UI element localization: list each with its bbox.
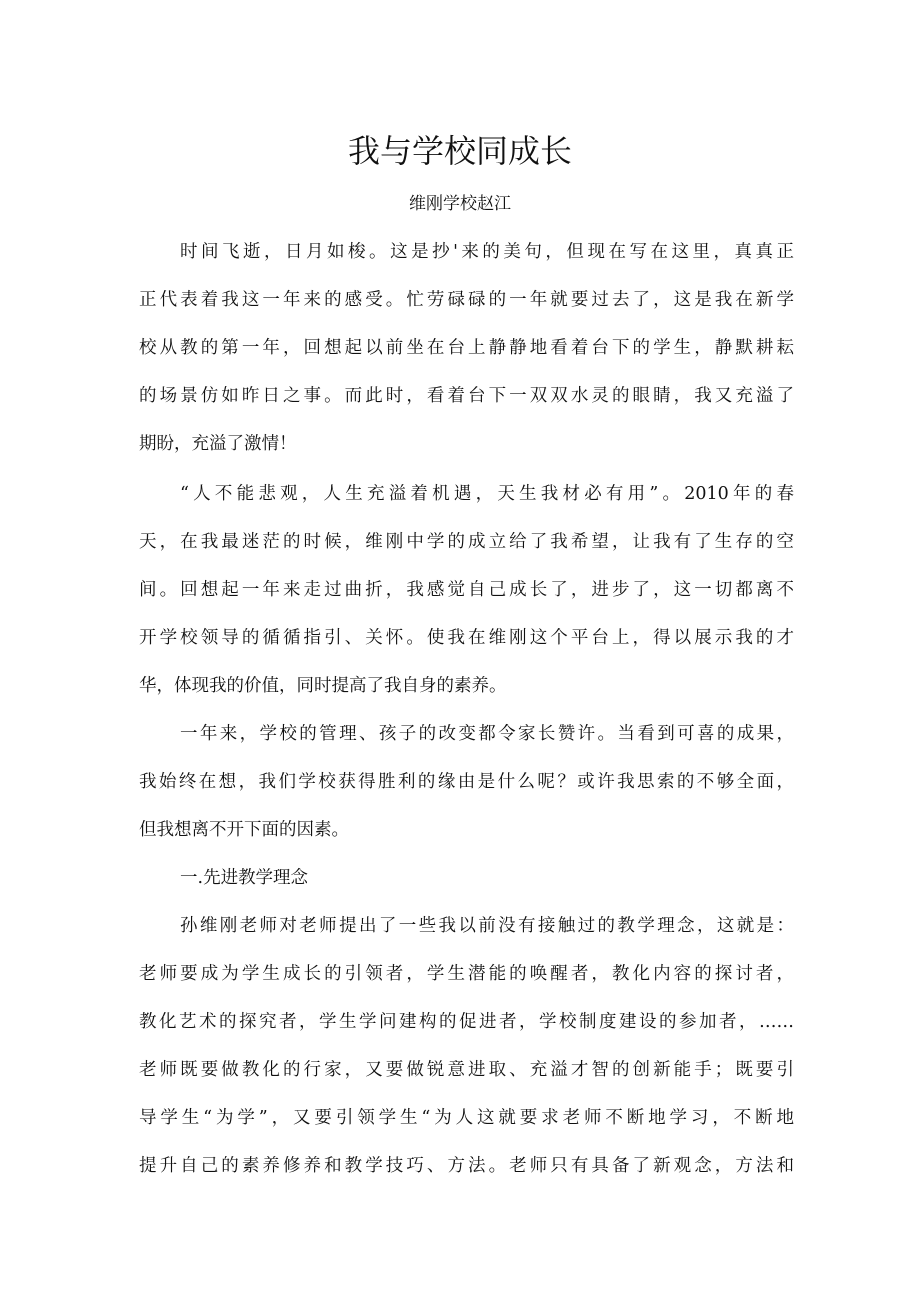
document-title: 我与学校同成长: [347, 132, 572, 171]
text-line: 华，体现我的价值，同时提高了我自身的素养。: [139, 676, 507, 696]
text-line: 孙维刚老师对老师提出了一些我以前没有接触过的教学理念，这就是：: [180, 916, 794, 936]
author-line: 维刚学校赵江: [409, 194, 511, 214]
text-line: 我始终在想，我们学校获得胜利的缘由是什么呢？或许我思索的不够全面，: [139, 772, 794, 792]
text-line: 教化艺术的探究者，学生学问建构的促进者，学校制度建设的参加者，……: [139, 1012, 794, 1032]
text-line: 正代表着我这一年来的感受。忙劳碌碌的一年就要过去了，这是我在新学: [139, 290, 794, 310]
text-line: 的场景仿如昨日之事。而此时，看着台下一双双水灵的眼睛，我又充溢了: [139, 386, 794, 406]
text-line: “人不能悲观，人生充溢着机遇，天生我材必有用”。2010年的春: [180, 484, 794, 504]
text-line: 时间飞逝，日月如梭。这是抄'来的美句，但现在写在这里，真真正: [180, 242, 794, 262]
text-line: 老师要成为学生成长的引领者，学生潜能的唤醒者，教化内容的探讨者，: [139, 964, 794, 984]
text-line: 间。回想起一年来走过曲折，我感觉自己成长了，进步了，这一切都离不: [139, 580, 794, 600]
text-line: 老师既要做教化的行家，又要做锐意进取、充溢才智的创新能手；既要引: [139, 1060, 794, 1080]
text-line: 开学校领导的循循指引、关怀。使我在维刚这个平台上，得以展示我的才: [139, 628, 794, 648]
text-line: 导学生“为学”，又要引领学生“为人这就要求老师不断地学习，不断地: [139, 1108, 794, 1128]
text-line: 但我想离不开下面的因素。: [139, 820, 349, 840]
text-line: 提升自己的素养修养和教学技巧、方法。老师只有具备了新观念，方法和: [139, 1156, 794, 1176]
text-line: 期盼，充溢了激情！: [139, 434, 297, 454]
text-line: 一年来，学校的管理、孩子的改变都令家长赞许。当看到可喜的成果，: [180, 724, 794, 744]
text-line: 校从教的第一年，回想起以前坐在台上静静地看着台下的学生，静默耕耘: [139, 338, 794, 358]
section-heading: 一.先进教学理念: [180, 868, 309, 888]
text-line: 天，在我最迷茫的时候，维刚中学的成立给了我希望，让我有了生存的空: [139, 532, 794, 552]
